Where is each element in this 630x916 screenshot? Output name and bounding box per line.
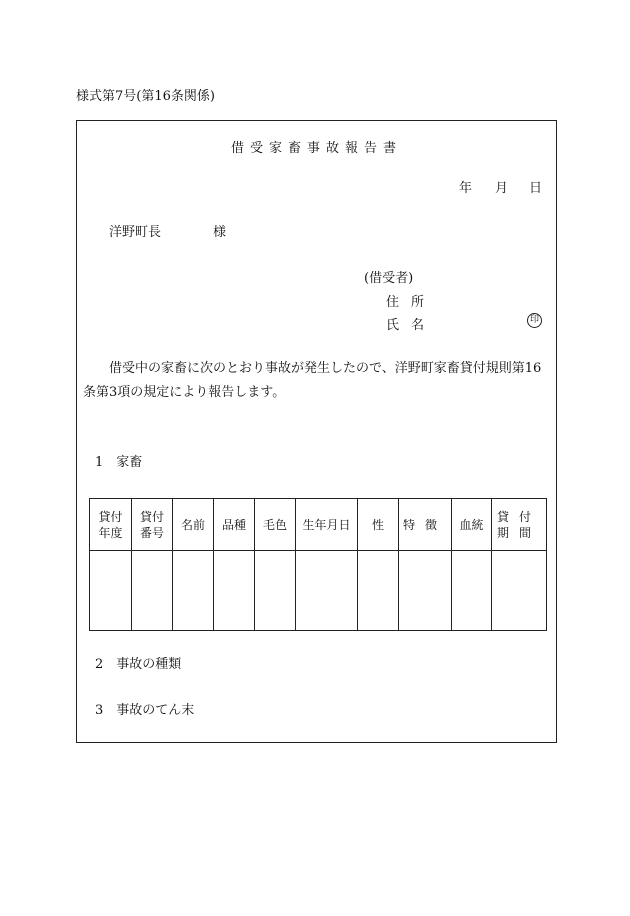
cell-pedigree[interactable] (452, 551, 492, 631)
col-header-loan-year: 貸付 年度 (90, 499, 132, 551)
livestock-table (89, 498, 547, 631)
section-accident-details: 3 事故のてん末 (95, 703, 195, 718)
col-header-breed: 品種 (214, 499, 255, 551)
cell-coat-color[interactable] (255, 551, 296, 631)
cell-loan-year[interactable] (90, 551, 132, 631)
col-header-loan-period: 貸付 期間 (492, 499, 547, 551)
table-row (90, 551, 547, 631)
report-body-text: 借受中の家畜に次のとおり事故が発生したので、洋野町家畜貸付規則第16条第3項の規定により報告します。 (83, 361, 542, 400)
date-day-label: 日 (529, 181, 543, 196)
cell-birth-date[interactable] (296, 551, 358, 631)
col-header-name: 名前 (173, 499, 214, 551)
form-number-label: 様式第7号(第16条関係) (76, 89, 215, 104)
col-header-loan-number: 貸付 番号 (132, 499, 173, 551)
cell-features[interactable] (399, 551, 452, 631)
name-label: 氏名 (386, 318, 437, 333)
seal-icon: 印 (527, 313, 542, 328)
date-year-label: 年 (459, 181, 473, 196)
col-header-features: 特徴 (399, 499, 452, 551)
section-accident-type: 2 事故の種類 (95, 657, 182, 672)
borrower-heading: (借受者) (364, 271, 414, 286)
cell-loan-period[interactable] (492, 551, 547, 631)
address-label: 住所 (386, 295, 437, 310)
cell-sex[interactable] (358, 551, 399, 631)
col-header-coat-color: 毛色 (255, 499, 296, 551)
section-livestock: 1 家畜 (95, 455, 143, 470)
col-header-birth-date: 生年月日 (296, 499, 358, 551)
report-frame (76, 120, 557, 743)
honorific: 様 (213, 225, 227, 240)
cell-name[interactable] (173, 551, 214, 631)
col-header-sex: 性 (358, 499, 399, 551)
cell-loan-number[interactable] (132, 551, 173, 631)
col-header-pedigree: 血統 (452, 499, 492, 551)
date-month-label: 月 (495, 181, 509, 196)
document-title: 借受家畜事故報告書 (230, 141, 402, 156)
addressee: 洋野町長 (109, 225, 162, 240)
cell-breed[interactable] (214, 551, 255, 631)
